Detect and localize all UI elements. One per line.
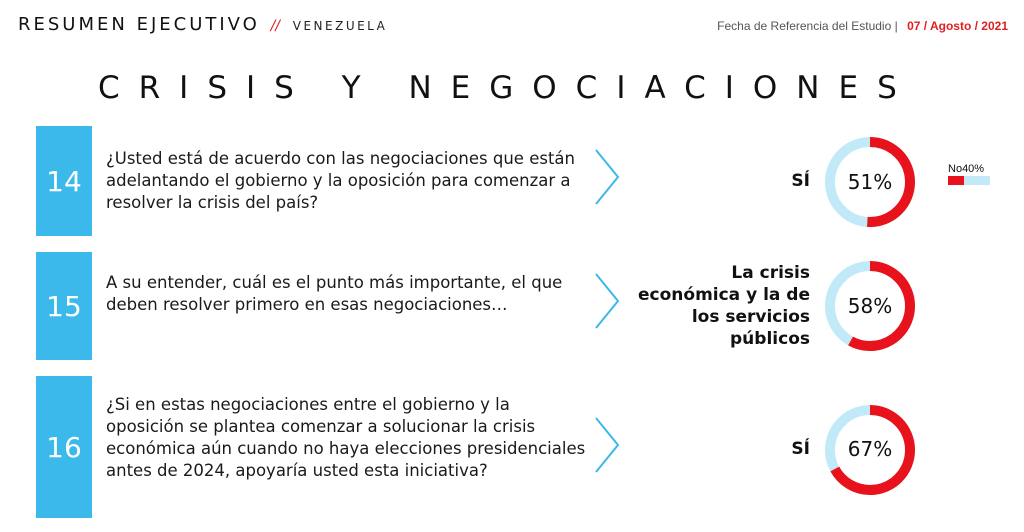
answer-label: SÍ (791, 439, 810, 459)
legend-swatch-red (948, 176, 964, 185)
answer-line: económica y la de (638, 285, 810, 305)
reference-date-group (717, 19, 1008, 33)
legend-text (948, 163, 994, 175)
legend-value: 40% (962, 163, 985, 175)
answer-label (638, 262, 810, 350)
reference-date: 07 / Agosto / 2021 (907, 19, 1008, 33)
answer-line: los servicios (691, 307, 810, 327)
report-title: RESUMEN EJECUTIVO (18, 14, 260, 35)
question-row-16 (0, 376, 1024, 518)
legend-bar (948, 176, 994, 185)
page-title: CRISIS Y NEGOCIACIONES (98, 70, 916, 106)
legend-label: No (948, 163, 963, 175)
question-row-15 (0, 252, 1024, 360)
percent-label: 51% (847, 170, 893, 194)
chevron-right-icon (592, 272, 622, 330)
header-title-group (18, 14, 387, 35)
question-text: A su entender, cuál es el punto más importante, el que deben resolver primero en esas negociaciones… (106, 273, 563, 314)
country-label: VENEZUELA (292, 19, 388, 33)
question-number-box: 16 (36, 376, 92, 518)
legend-swatch-blue (964, 176, 990, 185)
answer-line: La crisis (731, 263, 810, 283)
legend (948, 163, 994, 185)
chevron-right-icon (592, 416, 622, 474)
answer-label: SÍ (791, 171, 810, 191)
question-number-box: 14 (36, 126, 92, 236)
reference-label: Fecha de Referencia del Estudio | (717, 19, 898, 33)
question-number-box: 15 (36, 252, 92, 360)
question-text: ¿Si en estas negociaciones entre el gobierno y la oposición se plantea comenzar a solucionar la crisis económica aún cuando no haya elecciones presidenciales antes de 2024, apoyaría usted esta iniciativa? (106, 395, 586, 480)
chevron-right-icon (592, 148, 622, 206)
question-row-14 (0, 126, 1024, 236)
title-separator: // (270, 18, 281, 34)
answer-line: públicos (730, 329, 810, 349)
question-text: ¿Usted está de acuerdo con las negociaciones que están adelantando el gobierno y la oposición para comenzar a resolver la crisis del país? (106, 149, 575, 212)
percent-label: 58% (847, 294, 893, 318)
percent-label: 67% (847, 437, 893, 461)
